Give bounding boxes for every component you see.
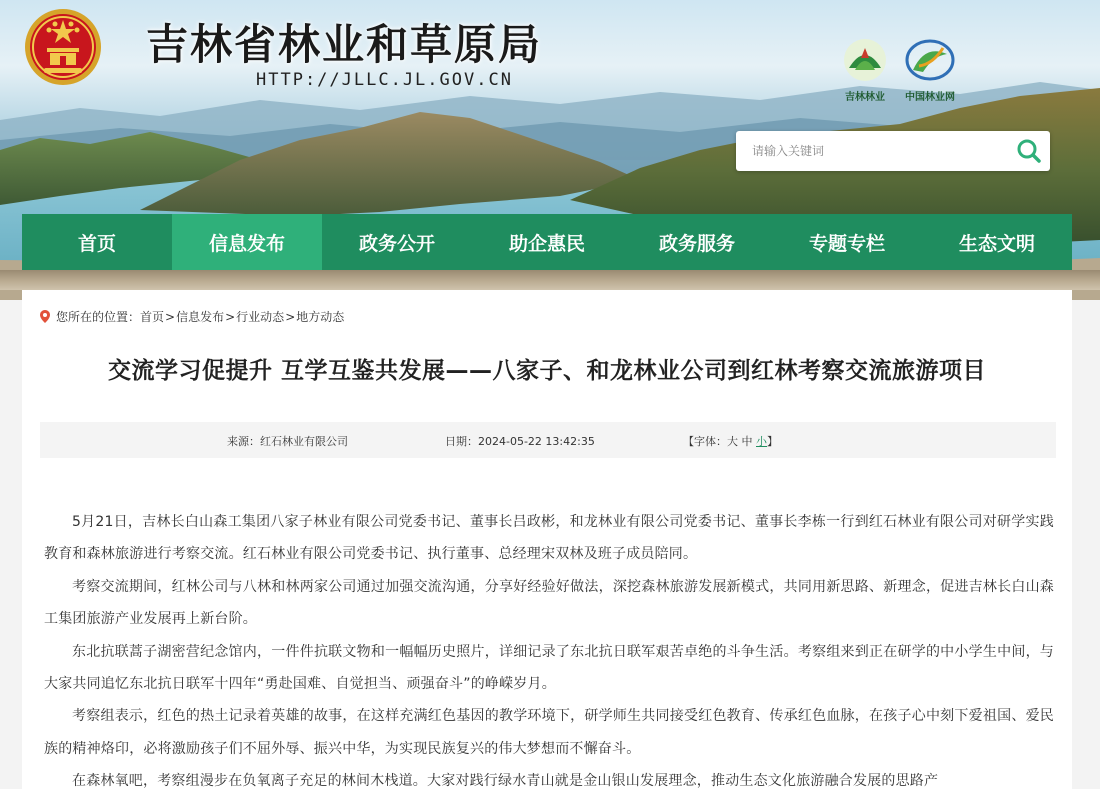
article-meta [40,422,1056,458]
main-nav [22,214,1072,270]
breadcrumb [40,308,344,325]
jilin-forestry-logo-icon [841,36,889,82]
font-label: 【字体： [683,435,727,448]
breadcrumb-separator: > [165,309,176,324]
breadcrumb-info-release[interactable]: 信息发布 [176,310,225,324]
article-title: 交流学习促提升 互学互鉴共发展——八家子、和龙林业公司到红林考察交流旅游项目 [107,358,986,384]
breadcrumb-separator: > [225,309,236,324]
nav-item-home[interactable]: 首页 [77,232,116,255]
nav-item-info-release[interactable]: 信息发布 [172,214,322,270]
search-icon[interactable] [1014,137,1044,165]
article-paragraph: 考察组表示，红色的热土记录着英雄的故事，在这样充满红色基因的教学环境下，研学师生共同接受红色教育、传承红色血脉，在孩子心中刻下爱祖国、爱民族的精神烙印，必将激励孩子们不屈外辱、振兴中华，为实现民族复兴的伟大梦想而不懈奋斗。 [44,708,1054,757]
breadcrumb-separator: > [285,309,296,324]
article-paragraph: 考察交流期间，红林公司与八林和林两家公司通过加强交流沟通，分享好经验好做法，深挖森林旅游发展新模式，共同用新思路、新理念，促进吉林长白山森工集团旅游产业发展再上新台阶。 [44,578,1054,628]
nav-item-business-support[interactable]: 助企惠民 [508,232,585,255]
search-input[interactable] [736,131,1006,171]
font-size-small[interactable]: 小 [756,435,767,448]
search-box [736,131,1050,171]
article-paragraph: 东北抗联蒿子湖密营纪念馆内，一件件抗联文物和一幅幅历史照片，详细记录了东北抗日联军艰苦卓绝的斗争生活。考察组来到正在研学的中小学生中间，与大家共同追忆东北抗日联军十四年“勇赴国难、自觉担当、顽强奋斗”的峥嵘岁月。 [44,643,1054,693]
date-value: 2024-05-22 13:42:35 [478,435,595,448]
article-date [445,433,595,449]
nav-item-special-topics[interactable]: 专题专栏 [808,232,885,255]
breadcrumb-prefix: 您所在的位置： [56,310,141,324]
nav-item-gov-affairs[interactable]: 政务公开 [358,232,435,255]
content-card [22,290,1072,789]
logo-caption: 中国林业网 [905,92,955,103]
site-title: 吉林省林业和草原局 [146,20,543,69]
national-emblem-icon [22,6,104,88]
source-value: 红石林业有限公司 [260,435,348,448]
font-size-large[interactable]: 大 [727,435,738,448]
font-size-selector [683,433,778,449]
china-forestry-logo-icon [903,36,957,82]
article-paragraph: 在森林氧吧，考察组漫步在负氧离子充足的林间木栈道。大家对践行绿水青山就是金山银山发展理念，推动生态文化旅游融合发展的思路产 [72,773,939,789]
article-source [227,433,348,449]
site-url: HTTP://JLLC.JL.GOV.CN [256,70,513,90]
nav-item-eco-civilization[interactable]: 生态文明 [958,232,1035,255]
breadcrumb-industry-news[interactable]: 行业动态 [236,310,285,324]
breadcrumb-home[interactable]: 首页 [140,310,165,324]
china-forestry-logo[interactable] [900,36,960,103]
banner-bottom-strip [0,270,1100,290]
nav-item-gov-services[interactable]: 政务服务 [658,232,735,255]
font-close: 】 [767,435,778,448]
source-label: 来源： [227,435,260,448]
logo-caption: 吉林林业 [845,92,885,103]
font-size-medium[interactable]: 中 [741,435,753,448]
location-pin-icon [40,310,50,323]
article-body [44,506,1054,789]
article-paragraph: 5月21日，吉林长白山森工集团八家子林业有限公司党委书记、董事长吕政彬，和龙林业有限公司党委书记、董事长李栋一行到红石林业有限公司对研学实践教育和森林旅游进行考察交流。红石林业有限公司党委书记、执行董事、总经理宋双林及班子成员陪同。 [44,514,1054,563]
jilin-forestry-logo[interactable] [835,36,895,103]
date-label: 日期： [445,435,478,448]
breadcrumb-local-news[interactable]: 地方动态 [296,310,345,324]
